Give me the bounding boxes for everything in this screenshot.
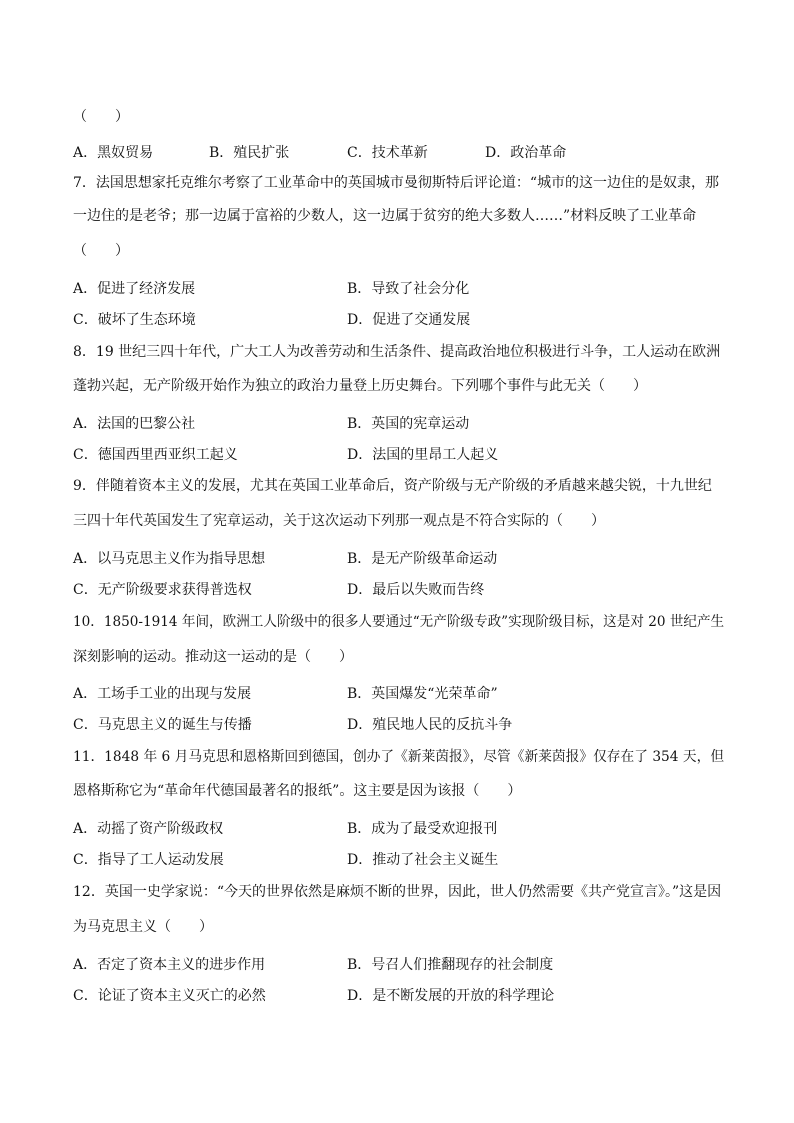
q9-option-b: B．是无产阶级革命运动 (347, 551, 498, 567)
q7-line-2: 一边住的是老爷；那一边属于富裕的少数人，这一边属于贫穷的绝大多数人……”材料反映了工业革命 (73, 208, 697, 224)
q12-option-b: B．号召人们推翻现存的社会制度 (347, 957, 554, 973)
q12-line-1: 12．英国一史学家说：“今天的世界依然是麻烦不断的世界，因此，世人仍然需要《共产党宣言》。”这是因 (73, 884, 722, 900)
q6-option-c: C．技术革新 (347, 145, 428, 161)
q9-option-a: A．以马克思主义作为指导思想 (73, 551, 266, 567)
q12-option-d: D．是不断发展的开放的科学理论 (347, 988, 555, 1004)
q8-option-b: B．英国的宪章运动 (347, 416, 470, 432)
q9-line-2: 三四十年代英国发生了宪章运动，关于这次运动下列那一观点是不符合实际的（ ） (73, 513, 605, 529)
q6-option-b: B．殖民扩张 (209, 145, 290, 161)
q8-line-2: 蓬勃兴起，无产阶级开始作为独立的政治力量登上历史舞台。下列哪个事件与此无关（ ） (73, 378, 647, 394)
q12-option-c: C．论证了资本主义灭亡的必然 (73, 988, 266, 1004)
q6-option-d: D．政治革命 (485, 145, 567, 161)
q10-option-b: B．英国爆发“光荣革命” (347, 686, 498, 702)
q8-option-c: C．德国西里西亚织工起义 (73, 447, 238, 463)
q9-line-1: 9．伴随着资本主义的发展，尤其在英国工业革命后，资产阶级与无产阶级的矛盾越来越尖锐，十九世纪 (73, 478, 712, 494)
q8-option-a: A．法国的巴黎公社 (73, 416, 196, 432)
q12-option-a: A．否定了资本主义的进步作用 (73, 957, 266, 973)
q11-option-c: C．指导了工人运动发展 (73, 852, 224, 868)
q10-option-a: A．工场手工业的出现与发展 (73, 686, 252, 702)
q7-option-b: B．导致了社会分化 (347, 281, 470, 297)
q7-option-d: D．促进了交通发展 (347, 312, 471, 328)
q11-line-2: 恩格斯称它为“革命年代德国最著名的报纸”。这主要是因为该报（ ） (73, 783, 522, 799)
q10-line-1: 10．1850-1914 年间，欧洲工人阶级中的很多人要通过“无产阶级专政”实现阶级目标，这是对 20 世纪产生 (73, 614, 725, 630)
q10-option-c: C．马克思主义的诞生与传播 (73, 717, 252, 733)
q7-line-1: 7．法国思想家托克维尔考察了工业革命中的英国城市曼彻斯特后评论道：“城市的这一边住的是奴隶，那 (73, 175, 720, 191)
q12-line-2: 为马克思主义（ ） (73, 919, 213, 935)
q7-option-a: A．促进了经济发展 (73, 281, 196, 297)
q7-line-3: （ ） (73, 243, 129, 259)
q10-line-2: 深刻影响的运动。推动这一运动的是（ ） (73, 649, 353, 665)
q11-option-d: D．推动了社会主义诞生 (347, 852, 499, 868)
q9-option-c: C．无产阶级要求获得普选权 (73, 582, 252, 598)
q6-tail: （ ） (73, 109, 129, 125)
q11-option-b: B．成为了最受欢迎报刊 (347, 821, 498, 837)
q10-option-d: D．殖民地人民的反抗斗争 (347, 717, 513, 733)
q11-line-1: 11．1848 年 6 月马克思和恩格斯回到德国，创办了《新莱茵报》，尽管《新莱茵报》仅存在了 354 天，但 (73, 749, 725, 765)
q8-option-d: D．法国的里昂工人起义 (347, 447, 499, 463)
q6-option-a: A．黑奴贸易 (73, 145, 154, 161)
q11-option-a: A．动摇了资产阶级政权 (73, 821, 224, 837)
q8-line-1: 8．19 世纪三四十年代，广大工人为改善劳动和生活条件、提高政治地位积极进行斗争，工人运动在欧洲 (73, 344, 721, 360)
q7-option-c: C．破坏了生态环境 (73, 312, 196, 328)
q9-option-d: D．最后以失败而告终 (347, 582, 485, 598)
